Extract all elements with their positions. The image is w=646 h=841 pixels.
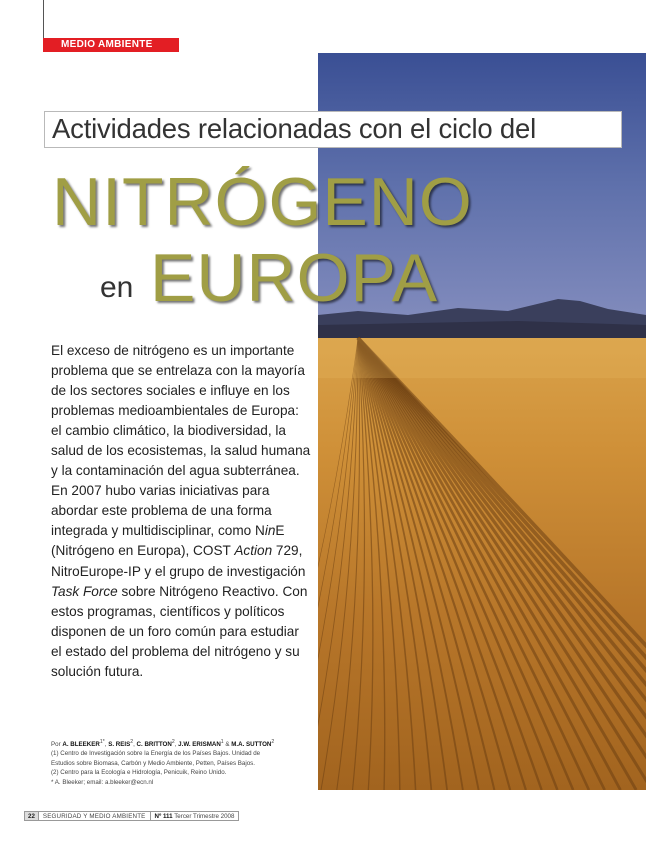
lead-italic: Action bbox=[234, 543, 273, 559]
separator: , bbox=[133, 741, 137, 749]
author-sup: 2 bbox=[171, 739, 175, 745]
ampersand: & bbox=[223, 741, 232, 749]
lead-text: El exceso de nitrógeno es un importante problema que se entrelaza con la mayoría de los sectores sociales e influye en los problemas medioambientales de Europa: el cambio climático, la biodiversidad, la salud de los ecosistemas, la salud humana y la contaminación del agua subterránea. En 2007 hubo varias iniciativas para abordar este problema de una forma integrada y multidisciplinar, como N bbox=[51, 343, 311, 539]
page-number: 22 bbox=[24, 811, 39, 821]
page-footer bbox=[24, 811, 239, 821]
by-label: Por bbox=[51, 741, 61, 749]
author-name: J.W. ERISMAN bbox=[178, 741, 221, 749]
author-name: M.A. SUTTON bbox=[231, 741, 272, 749]
title-main: NITRÓGENO bbox=[52, 164, 473, 240]
affiliation-1-cont: Estudios sobre Biomasa, Carbón y Medio Ambiente, Petten, Países Bajos. bbox=[51, 759, 255, 767]
author-sup: 1 bbox=[220, 739, 224, 745]
lead-text: sobre Nitrógeno Reactivo. Con estos programas, científicos y políticos disponen de un foro común para estudiar el estado del problema del nitrógeno y su solución futura. bbox=[51, 583, 308, 679]
title-place: EUROPA bbox=[150, 240, 439, 316]
affiliation-2: (2) Centro para la Ecología e Hidrología, Penicuik, Reino Unido. bbox=[51, 769, 227, 777]
issue-info bbox=[151, 811, 240, 821]
author-sup: 2 bbox=[130, 739, 134, 745]
author-sup: 2 bbox=[271, 739, 275, 745]
lead-text: 729, NitroEurope-IP y el grupo de investigación bbox=[51, 543, 306, 579]
lead-italic: Task Force bbox=[51, 583, 118, 599]
issue-period: Tercer Trimestre 2008 bbox=[174, 813, 235, 820]
separator: , bbox=[174, 741, 179, 749]
author-sup: 1* bbox=[99, 739, 105, 745]
lead-italic: in bbox=[264, 523, 276, 539]
section-tag: MEDIO AMBIENTE bbox=[43, 38, 179, 52]
magazine-name: SEGURIDAD Y MEDIO AMBIENTE bbox=[39, 811, 151, 821]
contact-email: * A. Bleeker; email: a.bleeker@ecn.nl bbox=[51, 778, 154, 786]
headline: Actividades relacionadas con el ciclo del bbox=[52, 113, 537, 144]
author-name: S. REIS bbox=[108, 741, 131, 749]
author-credits bbox=[51, 738, 313, 787]
affiliation-1: (1) Centro de Investigación sobre la Energía de los Países Bajos. Unidad de bbox=[51, 750, 261, 758]
title-connector: en bbox=[100, 271, 134, 304]
lead-paragraph bbox=[51, 341, 313, 682]
author-name: A. BLEEKER bbox=[62, 741, 100, 749]
author-name: C. BRITTON bbox=[136, 741, 172, 749]
author-line bbox=[51, 738, 313, 749]
separator: , bbox=[104, 741, 109, 749]
issue-number: Nº 111 bbox=[154, 813, 173, 820]
lead-text: E (Nitrógeno en Europa), COST bbox=[51, 523, 285, 559]
